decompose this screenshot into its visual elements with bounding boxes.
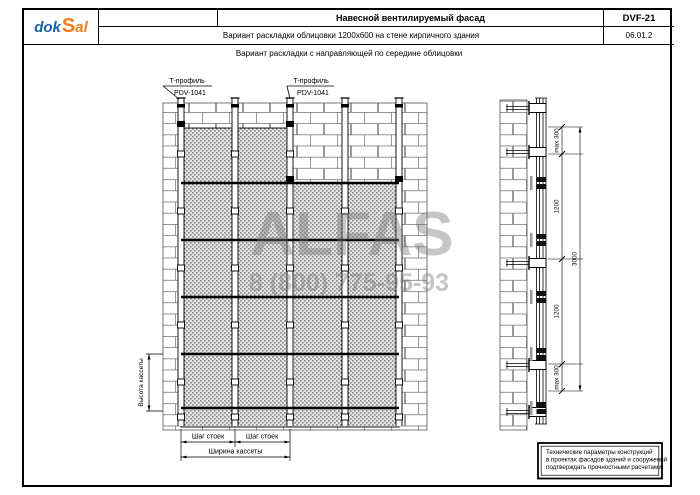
note-line2: в проектах фасадов зданий и сооружений — [546, 456, 668, 464]
note-line3: подтверждать прочностными расчетами. — [546, 464, 664, 471]
note-line1: Технические параметры конструкций — [546, 449, 653, 456]
logo-icon-s: S — [61, 14, 76, 37]
watermark-phone: 8 (800) 775-95-93 — [248, 269, 450, 297]
drawing-caption: Вариант раскладки с направляющей по середине облицовки — [235, 49, 463, 58]
document-code: DVF-21 — [604, 10, 674, 27]
header-empty-cell — [99, 10, 218, 27]
dim-stud-step-2: Шаг стоек — [245, 433, 279, 441]
dim-max300-bottom: max 300 — [553, 365, 561, 390]
watermark-brand: ALFAS — [250, 200, 454, 269]
callout-right-line1: Т-профиль — [293, 78, 329, 85]
sheet-code: 06.01.2 — [604, 27, 674, 45]
sheet-subtitle: Вариант раскладки облицовки 1200x600 на стене кирпичного здания — [99, 27, 604, 45]
dim-1200-lower: 1200 — [553, 304, 561, 319]
dim-1200-upper: 1200 — [553, 199, 561, 214]
callout-right-line2: PDV-1041 — [297, 90, 329, 97]
dim-stud-step-1: Шаг стоек — [191, 433, 225, 441]
page-title: Навесной вентилируемый фасад — [218, 10, 604, 27]
dim-max300-top: max 300 — [553, 128, 561, 153]
dim-cassette-height: Высота кассеты — [138, 358, 145, 407]
logo-text-dok: dok — [34, 18, 61, 36]
sheet-frame — [22, 8, 672, 487]
callout-left-line2: PDV-1041 — [174, 90, 206, 97]
logo-text-al: al — [75, 18, 88, 36]
dim-cassette-width: Ширина кассеты — [208, 448, 263, 456]
logo-cell — [24, 10, 99, 45]
dim-total-3000: 3000 — [571, 251, 579, 267]
callout-left-line1: Т-профиль — [169, 78, 205, 85]
